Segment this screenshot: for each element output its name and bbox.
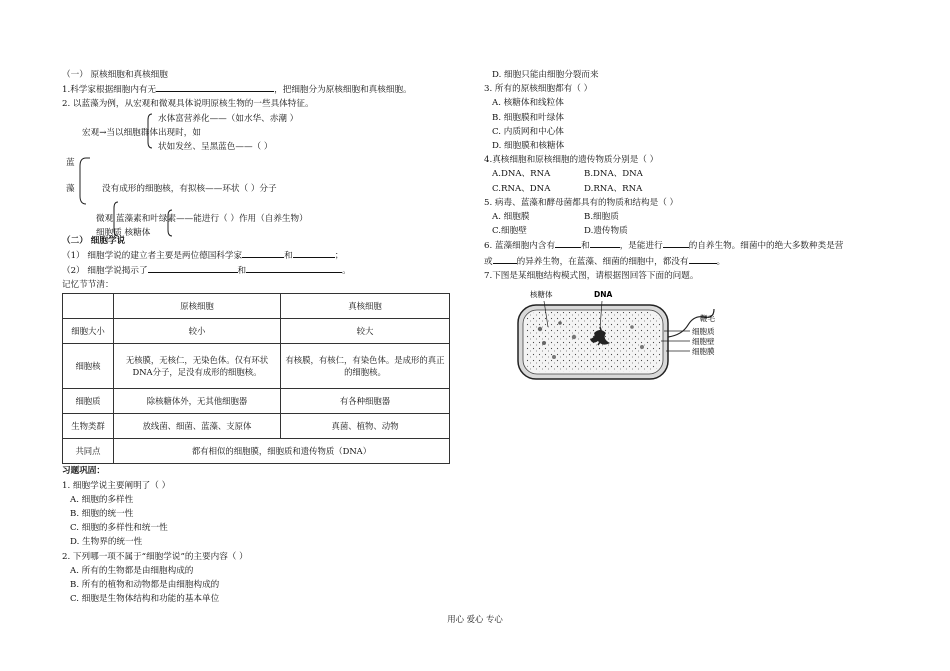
q6-text: ，是能进行 xyxy=(619,241,663,252)
blank[interactable] xyxy=(663,238,689,248)
q1-option[interactable]: A. 细胞的多样性 xyxy=(70,494,134,505)
table-cell: 细胞核 xyxy=(63,344,114,389)
blank[interactable] xyxy=(242,248,284,258)
q4-options-row xyxy=(484,182,904,196)
table-cell: 放线菌、细菌、蓝藻、支原体 xyxy=(114,414,281,439)
table-cell: 除核糖体外，无其他细胞器 xyxy=(114,389,281,414)
table-cell: 较大 xyxy=(281,319,450,344)
blank[interactable] xyxy=(293,248,335,258)
section1-question1 xyxy=(62,82,454,97)
q1-option[interactable]: C. 细胞的多样性和统一性 xyxy=(70,523,168,534)
table-header-row xyxy=(63,294,450,319)
blank[interactable] xyxy=(246,263,342,273)
q1-text-b: ，把细胞分为原核细胞和真核细胞。 xyxy=(274,85,412,96)
blank[interactable] xyxy=(156,82,274,92)
blank[interactable] xyxy=(493,254,517,264)
bacteria-diagram xyxy=(514,287,744,383)
diagram-brackets xyxy=(62,112,262,242)
q5-option[interactable]: A. 细胞膜 xyxy=(492,212,530,223)
s2p2-end: 。 xyxy=(342,266,351,277)
table-cell: 共同点 xyxy=(63,439,114,464)
q1-option[interactable]: B. 细胞的统一性 xyxy=(70,509,134,520)
right-column xyxy=(484,68,904,383)
table-cell: 细胞大小 xyxy=(63,319,114,344)
table-row xyxy=(63,319,450,344)
page-footer: 用心 爱心 专心 xyxy=(447,614,503,624)
table-cell: 有各种细胞器 xyxy=(281,389,450,414)
blank[interactable] xyxy=(590,238,620,248)
diagram-line-hair: 状如发丝、呈黑蓝色——（ ） xyxy=(158,141,273,152)
section2-point2 xyxy=(62,263,454,278)
diagram-line-micro: 微观 蓝藻素和叶绿素——能进行（ ）作用（自养生物） xyxy=(96,213,308,224)
diagram-label-lan: 蓝 xyxy=(66,157,75,168)
table-header-cell: 原核细胞 xyxy=(114,294,281,319)
q1-text-a: 1.科学家根据细胞内有无 xyxy=(62,85,157,96)
left-column xyxy=(62,68,454,606)
q4-options-row xyxy=(484,167,904,181)
exercise-title: 习题巩固： xyxy=(62,466,105,477)
q6-end: 。 xyxy=(716,256,726,267)
label-cell-wall: 细胞壁 xyxy=(692,337,715,347)
q3-option[interactable]: D. 细胞膜和核糖体 xyxy=(492,141,565,152)
table-row xyxy=(63,344,450,389)
exercise-q6-line1 xyxy=(484,238,904,253)
q3-option[interactable]: C. 内质网和中心体 xyxy=(492,126,564,137)
s2p1-end: ； xyxy=(334,250,344,261)
label-cell-membrane: 细胞膜 xyxy=(692,347,715,357)
section1-question2: 2. 以蓝藻为例，从宏观和微观具体说明原核生物的一些具体特征。 xyxy=(62,99,314,110)
q4-option[interactable]: C.RNA、DNA xyxy=(492,183,551,194)
table-cell: 有核膜，有核仁，有染色体。是成形的真正的细胞核。 xyxy=(281,344,450,389)
s2p1-and: 和 xyxy=(284,250,293,261)
diagram-label-zao: 藻 xyxy=(66,183,75,194)
blank[interactable] xyxy=(555,238,581,248)
table-header-cell xyxy=(63,294,114,319)
section2-point1 xyxy=(62,248,454,263)
diagram-line-cytoplasm: 细胞质 核糖体 xyxy=(96,227,151,238)
q4-option[interactable]: D.RNA、RNA xyxy=(584,183,643,194)
exercise-q1: 1. 细胞学说主要阐明了（ ） xyxy=(62,480,171,491)
q2-option[interactable]: C. 细胞是生物体结构和功能的基本单位 xyxy=(70,594,220,605)
q5-option[interactable]: D.遗传物质 xyxy=(584,226,628,237)
exercise-q4: 4.真核细胞和原核细胞的遗传物质分别是（ ） xyxy=(484,155,659,166)
exercise-q5: 5. 病毒、蓝藻和酵母菌都具有的物质和结构是（ ） xyxy=(484,197,679,208)
exercise-q3: 3. 所有的原核细胞都有（ ） xyxy=(484,84,593,95)
q6-or: 或 xyxy=(484,256,493,267)
s2p2-and: 和 xyxy=(237,266,247,277)
exercise-q6-line2 xyxy=(484,254,904,269)
label-flagellum: 鞭毛 xyxy=(700,314,715,324)
section1-title: （一） 原核细胞和真核细胞 xyxy=(62,70,168,80)
memo-label: 记忆节节清： xyxy=(62,280,114,291)
section2-title: （二） 细胞学说 xyxy=(62,235,126,246)
q4-option[interactable]: B.DNA、DNA xyxy=(584,169,643,180)
q1-option[interactable]: D. 生物界的统一性 xyxy=(70,537,143,548)
exercise-q2: 2. 下列哪一项不属于“细胞学说”的主要内容（ ） xyxy=(62,551,248,562)
q6-text: 的自养生物。细菌中的绝大多数种类是营 xyxy=(688,241,844,252)
q3-option[interactable]: A. 核糖体和线粒体 xyxy=(492,98,564,109)
s2p2-text: （2） 细胞学说揭示了 xyxy=(62,266,148,277)
diagram-line-nucleoid: 没有成形的细胞核，有拟核——环状（ ）分子 xyxy=(102,183,277,194)
q2-option[interactable]: A. 所有的生物都是由细胞构成的 xyxy=(70,565,194,576)
blank[interactable] xyxy=(689,254,717,264)
table-row xyxy=(63,389,450,414)
q3-option[interactable]: B. 细胞膜和叶绿体 xyxy=(492,112,564,123)
q2-option[interactable]: B. 所有的植物和动物都是由细胞构成的 xyxy=(70,580,220,591)
diagram-line-eutrophication: 水体富营养化——（如水华、赤潮 ） xyxy=(158,113,299,124)
table-row xyxy=(63,414,450,439)
exercise-q7: 7.下图是某细胞结构模式图，请根据图回答下面的问题。 xyxy=(484,270,699,281)
diagram-line-macro: 宏观→当以细胞群体出现时，如 xyxy=(82,127,201,138)
bacterial-cell-figure xyxy=(514,287,744,383)
q5-options-row xyxy=(484,210,904,224)
table-header-cell: 真核细胞 xyxy=(281,294,450,319)
q2-option[interactable]: D. 细胞只能由细胞分裂而来 xyxy=(492,70,599,80)
q5-option[interactable]: C.细胞壁 xyxy=(492,226,527,237)
blank[interactable] xyxy=(148,263,238,273)
table-row xyxy=(63,439,450,464)
table-cell: 无核膜，无核仁，无染色体。仅有环状DNA分子，足没有成形的细胞核。 xyxy=(114,344,281,389)
label-ribosome: 核糖体 xyxy=(530,290,553,300)
s2p1-text: （1） 细胞学说的建立者主要是两位德国科学家 xyxy=(62,250,243,261)
table-cell: 都有相似的细胞膜，细胞质和遗传物质（DNA） xyxy=(114,439,450,464)
table-cell: 细胞质 xyxy=(63,389,114,414)
q6-and: 和 xyxy=(581,241,590,252)
table-cell: 真菌、植物、动物 xyxy=(281,414,450,439)
table-cell: 生物类群 xyxy=(63,414,114,439)
q6-text: 的异养生物，在蓝藻、细菌的细胞中，都没有 xyxy=(516,256,689,267)
cyanobacteria-diagram xyxy=(62,112,454,238)
comparison-table xyxy=(62,293,450,464)
q5-options-row xyxy=(484,224,904,238)
q4-option[interactable]: A.DNA、RNA xyxy=(492,169,551,180)
q5-option[interactable]: B.细胞质 xyxy=(584,212,619,223)
label-cytoplasm: 细胞质 xyxy=(692,327,715,337)
q6-text: 6. 蓝藻细胞内含有 xyxy=(484,241,556,252)
table-cell: 较小 xyxy=(114,319,281,344)
label-dna: DNA xyxy=(594,290,613,300)
